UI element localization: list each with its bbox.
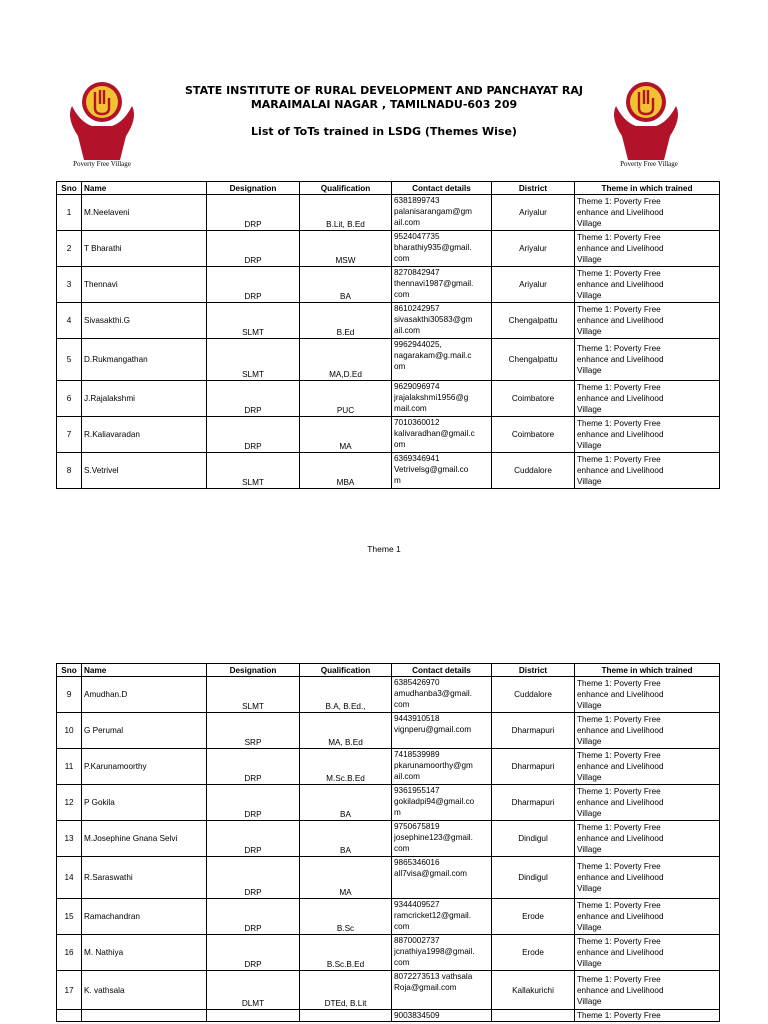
cell-contact: 8870002737 jcnathiya1998@gmail. com (392, 935, 492, 971)
tot-table-page2 (56, 663, 720, 1022)
table-row (57, 821, 720, 857)
cell-theme: Theme 1: Poverty Free enhance and Livelihood Village (575, 303, 720, 339)
cell-qualification: PUC (300, 381, 392, 417)
cell-contact: 9003834509 (392, 1010, 492, 1022)
cell-name (82, 1010, 207, 1022)
cell-designation: DLMT (207, 971, 300, 1010)
cell-contact: 6385426970 amudhanba3@gmail. com (392, 677, 492, 713)
cell-district: Cuddalore (492, 677, 575, 713)
col-designation: Designation (207, 664, 300, 677)
cell-designation: SLMT (207, 453, 300, 489)
cell-name: Ramachandran (82, 899, 207, 935)
tot-table-page1 (56, 181, 720, 489)
cell-contact: 9524047735 bharathiy935@gmail. com (392, 231, 492, 267)
cell-sno: 5 (57, 339, 82, 381)
cell-designation: DRP (207, 935, 300, 971)
table-row (57, 417, 720, 453)
cell-sno: 14 (57, 857, 82, 899)
cell-sno: 4 (57, 303, 82, 339)
cell-designation: DRP (207, 749, 300, 785)
cell-qualification: B.Ed (300, 303, 392, 339)
cell-contact: 8270842947 thennavi1987@gmail. com (392, 267, 492, 303)
cell-qualification: DTEd, B.Lit (300, 971, 392, 1010)
table-row (57, 677, 720, 713)
logo-caption-right: Poverty Free Village (620, 160, 678, 168)
cell-district: Dindigul (492, 821, 575, 857)
cell-theme: Theme 1: Poverty Free enhance and Livelihood Village (575, 935, 720, 971)
cell-sno: 8 (57, 453, 82, 489)
cell-name: Amudhan.D (82, 677, 207, 713)
col-sno: Sno (57, 664, 82, 677)
table-row (57, 195, 720, 231)
cell-qualification: B.Sc (300, 899, 392, 935)
table-row (57, 935, 720, 971)
table-row (57, 749, 720, 785)
cell-contact: 7418539989 pkarunamoorthy@gm ail.com (392, 749, 492, 785)
cell-designation: DRP (207, 381, 300, 417)
cell-district: Dharmapuri (492, 749, 575, 785)
cell-district: Dharmapuri (492, 713, 575, 749)
col-theme: Theme in which trained (575, 182, 720, 195)
cell-qualification: BA (300, 785, 392, 821)
cell-sno: 7 (57, 417, 82, 453)
cell-qualification: MSW (300, 231, 392, 267)
cell-name: P Gokila (82, 785, 207, 821)
col-theme: Theme in which trained (575, 664, 720, 677)
table-body (57, 195, 720, 489)
cell-name: K. vathsala (82, 971, 207, 1010)
cell-qualification: MA,D.Ed (300, 339, 392, 381)
cell-contact: 7010360012 kalivaradhan@gmail.c om (392, 417, 492, 453)
cell-contact: 9361955147 gokiladpi94@gmail.co m (392, 785, 492, 821)
col-district: District (492, 182, 575, 195)
table-row (57, 785, 720, 821)
cell-district: Dindigul (492, 857, 575, 899)
cell-theme: Theme 1: Poverty Free enhance and Livelihood Village (575, 381, 720, 417)
table-row (57, 971, 720, 1010)
cell-sno: 11 (57, 749, 82, 785)
table-header-row (57, 182, 720, 195)
cell-theme: Theme 1: Poverty Free enhance and Livelihood Village (575, 195, 720, 231)
cell-district: Coimbatore (492, 381, 575, 417)
cell-district: Kallakurichi (492, 971, 575, 1010)
col-qualification: Qualification (300, 664, 392, 677)
cell-designation: DRP (207, 195, 300, 231)
cell-designation: DRP (207, 785, 300, 821)
cell-contact: 6381899743 palanisarangam@gm ail.com (392, 195, 492, 231)
cell-sno: 9 (57, 677, 82, 713)
cell-contact: 6369346941 Vetrivelsg@gmail.co m (392, 453, 492, 489)
cell-designation: DRP (207, 821, 300, 857)
cell-sno: 1 (57, 195, 82, 231)
cell-contact: 9443910518 vignperu@gmail.com (392, 713, 492, 749)
cell-name: J.Rajalakshmi (82, 381, 207, 417)
cell-contact: 9962944025, nagarakam@g.mail.c om (392, 339, 492, 381)
document-title: List of ToTs trained in LSDG (Themes Wise) (251, 125, 517, 138)
col-qualification: Qualification (300, 182, 392, 195)
cell-theme: Theme 1: Poverty Free enhance and Livelihood Village (575, 339, 720, 381)
cell-district: Chengalpattu (492, 339, 575, 381)
table-row (57, 267, 720, 303)
cell-contact: 9344409527 ramcricket12@gmail. com (392, 899, 492, 935)
cell-district: Erode (492, 935, 575, 971)
cell-contact: 8610242957 sivasakthi30583@gm ail.com (392, 303, 492, 339)
cell-designation: DRP (207, 231, 300, 267)
cell-qualification: MA, B.Ed (300, 713, 392, 749)
cell-theme: Theme 1: Poverty Free enhance and Livelihood Village (575, 267, 720, 303)
cell-sno: 2 (57, 231, 82, 267)
cell-designation: SRP (207, 713, 300, 749)
cell-district: Dharmapuri (492, 785, 575, 821)
cell-district (492, 1010, 575, 1022)
cell-contact: 8072273513 vathsala Roja@gmail.com (392, 971, 492, 1010)
cell-contact: 9865346016 all7visa@gmail.com (392, 857, 492, 899)
table-row (57, 303, 720, 339)
logo-caption-left: Poverty Free Village (73, 160, 131, 168)
cell-theme: Theme 1: Poverty Free enhance and Livelihood Village (575, 821, 720, 857)
institute-address: MARAIMALAI NAGAR , TAMILNADU-603 209 (250, 98, 518, 111)
cell-qualification: BA (300, 821, 392, 857)
col-designation: Designation (207, 182, 300, 195)
table-row (57, 713, 720, 749)
cell-district: Erode (492, 899, 575, 935)
cell-contact: 9750675819 josephine123@gmail. com (392, 821, 492, 857)
cell-name: M.Josephine Gnana Selvi (82, 821, 207, 857)
cell-qualification: MBA (300, 453, 392, 489)
col-contact: Contact details (392, 182, 492, 195)
cell-name: R.Saraswathi (82, 857, 207, 899)
cell-sno: 16 (57, 935, 82, 971)
cell-theme: Theme 1: Poverty Free enhance and Livelihood Village (575, 417, 720, 453)
cell-qualification: B.Lit, B.Ed (300, 195, 392, 231)
table-row (57, 899, 720, 935)
cell-name: Sivasakthi.G (82, 303, 207, 339)
table-row (57, 453, 720, 489)
table-row (57, 381, 720, 417)
cell-name: D.Rukmangathan (82, 339, 207, 381)
table-body (57, 677, 720, 1022)
cell-district: Cuddalore (492, 453, 575, 489)
cell-qualification: MA (300, 857, 392, 899)
table-row (57, 339, 720, 381)
cell-designation: DRP (207, 857, 300, 899)
cell-name: P.Karunamoorthy (82, 749, 207, 785)
cell-theme: Theme 1: Poverty Free enhance and Livelihood Village (575, 749, 720, 785)
col-contact: Contact details (392, 664, 492, 677)
cell-theme: Theme 1: Poverty Free enhance and Livelihood Village (575, 857, 720, 899)
cell-name: R.Kaliavaradan (82, 417, 207, 453)
cell-qualification: BA (300, 267, 392, 303)
cell-district: Ariyalur (492, 267, 575, 303)
table-row (57, 231, 720, 267)
cell-sno: 3 (57, 267, 82, 303)
cell-theme: Theme 1: Poverty Free enhance and Livelihood Village (575, 971, 720, 1010)
cell-qualification: M.Sc.B.Ed (300, 749, 392, 785)
cell-sno: 17 (57, 971, 82, 1010)
cell-contact: 9629096974 jrajalakshmi1956@g mail.com (392, 381, 492, 417)
cell-sno: 10 (57, 713, 82, 749)
table-row (57, 1010, 720, 1022)
cell-designation: DRP (207, 267, 300, 303)
cell-theme: Theme 1: Poverty Free enhance and Livelihood Village (575, 713, 720, 749)
page-footer-label: Theme 1 (367, 544, 401, 554)
cell-name: T Bharathi (82, 231, 207, 267)
cell-name: Thennavi (82, 267, 207, 303)
document-header (0, 0, 768, 180)
cell-name: M. Nathiya (82, 935, 207, 971)
cell-designation: SLMT (207, 677, 300, 713)
cell-name: M.Neelaveni (82, 195, 207, 231)
cell-designation: SLMT (207, 339, 300, 381)
col-district: District (492, 664, 575, 677)
poverty-free-village-logo (606, 78, 686, 164)
cell-theme: Theme 1: Poverty Free (575, 1010, 720, 1022)
col-name: Name (82, 182, 207, 195)
cell-qualification: MA (300, 417, 392, 453)
cell-district: Coimbatore (492, 417, 575, 453)
cell-theme: Theme 1: Poverty Free enhance and Livelihood Village (575, 453, 720, 489)
cell-district: Ariyalur (492, 195, 575, 231)
cell-theme: Theme 1: Poverty Free enhance and Livelihood Village (575, 231, 720, 267)
cell-sno: 12 (57, 785, 82, 821)
table-header-row (57, 664, 720, 677)
cell-sno: 13 (57, 821, 82, 857)
cell-theme: Theme 1: Poverty Free enhance and Livelihood Village (575, 677, 720, 713)
table-row (57, 857, 720, 899)
col-sno: Sno (57, 182, 82, 195)
cell-name: S.Vetrivel (82, 453, 207, 489)
cell-designation (207, 1010, 300, 1022)
cell-theme: Theme 1: Poverty Free enhance and Livelihood Village (575, 785, 720, 821)
cell-district: Chengalpattu (492, 303, 575, 339)
cell-qualification (300, 1010, 392, 1022)
col-name: Name (82, 664, 207, 677)
cell-sno: 15 (57, 899, 82, 935)
cell-designation: DRP (207, 899, 300, 935)
institute-title: STATE INSTITUTE OF RURAL DEVELOPMENT AND PANCHAYAT RAJ (185, 84, 583, 97)
cell-theme: Theme 1: Poverty Free enhance and Livelihood Village (575, 899, 720, 935)
cell-sno (57, 1010, 82, 1022)
cell-name: G Perumal (82, 713, 207, 749)
cell-qualification: B.A, B.Ed., (300, 677, 392, 713)
cell-designation: DRP (207, 417, 300, 453)
cell-qualification: B.Sc.B.Ed (300, 935, 392, 971)
cell-designation: SLMT (207, 303, 300, 339)
cell-district: Ariyalur (492, 231, 575, 267)
cell-sno: 6 (57, 381, 82, 417)
